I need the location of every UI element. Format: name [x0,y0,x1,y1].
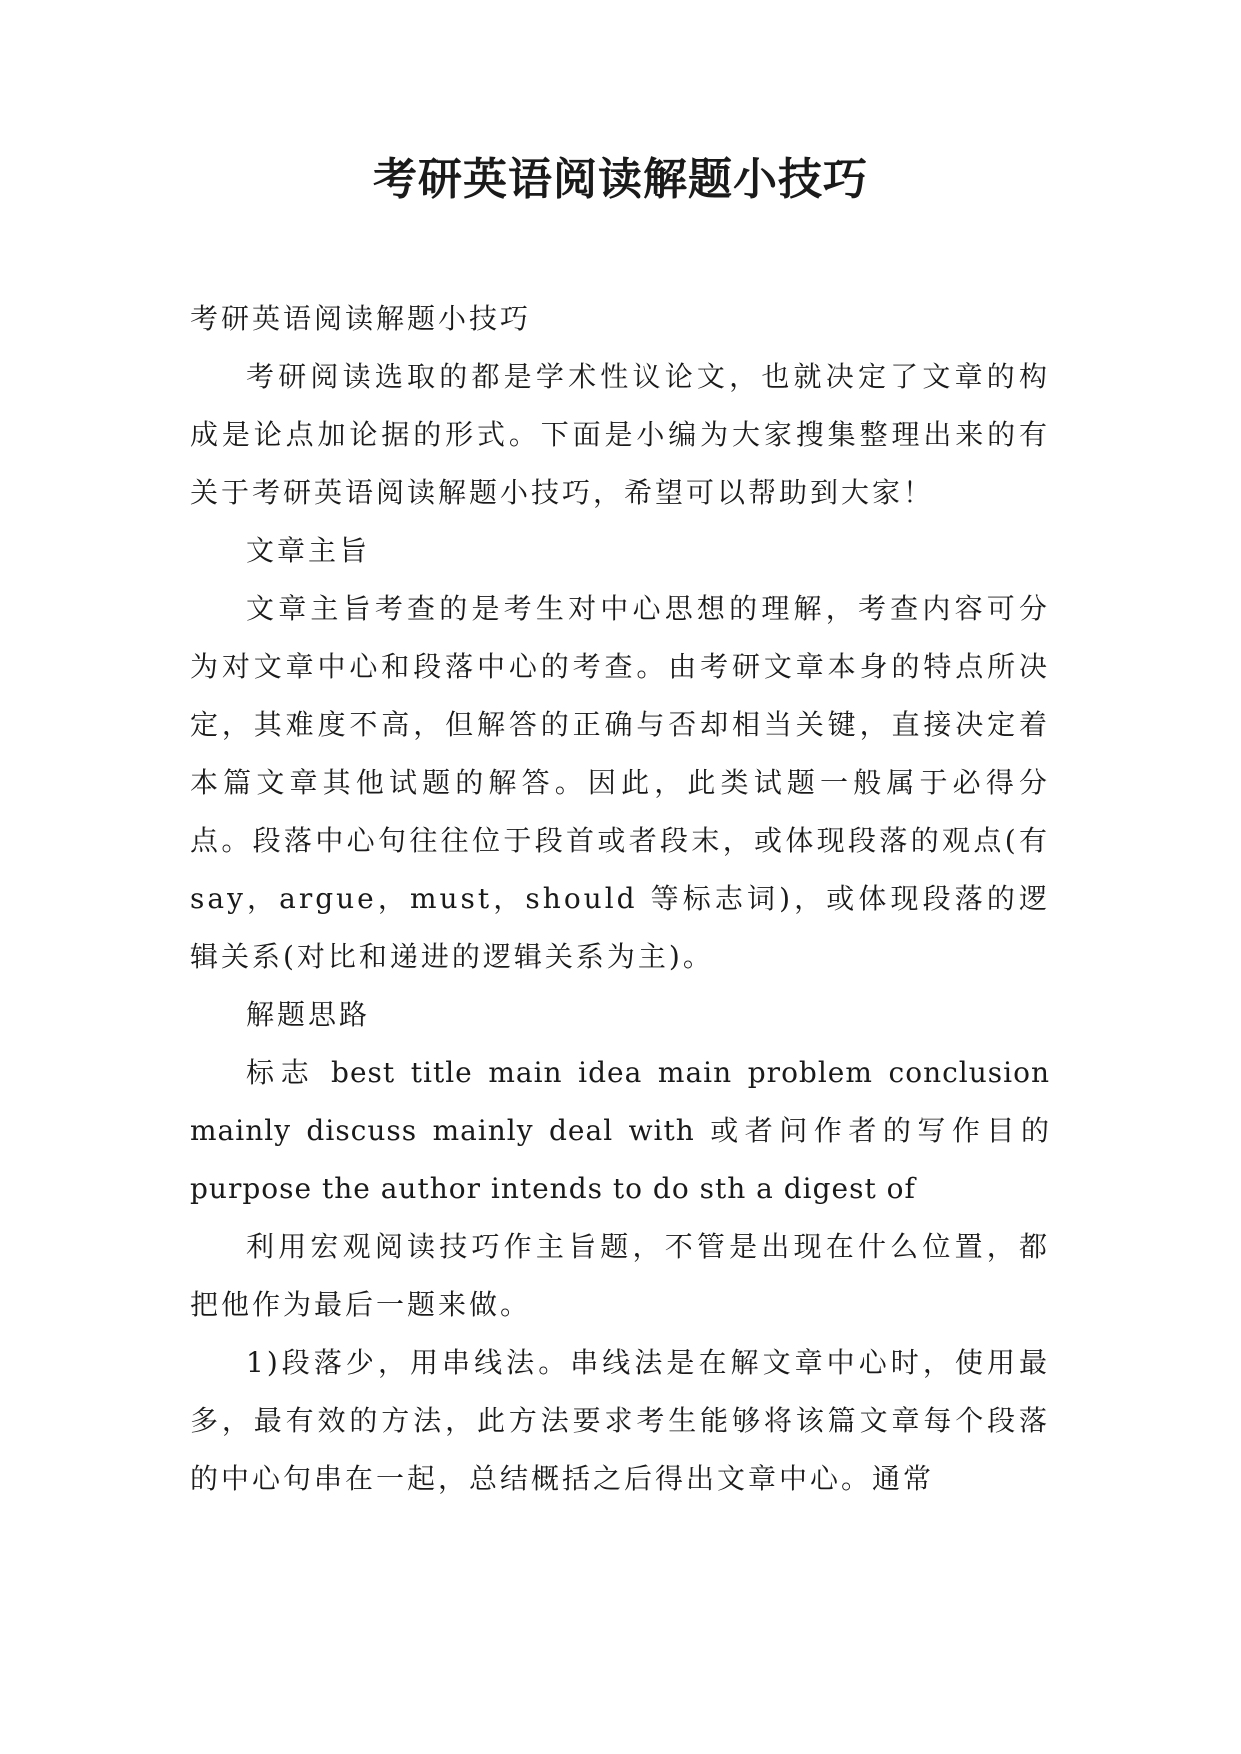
paragraph-main-idea: 文章主旨考查的是考生对中心思想的理解，考查内容可分为对文章中心和段落中心的考查。由考研文章本身的特点所决定，其难度不高，但解答的正确与否却相当关键，直接决定着本篇文章其他试题的解答。因此，此类试题一般属于必得分点。段落中心句往往位于段首或者段末，或体现段落的观点(有 say，argue，must，should 等标志词)，或体现段落的逻辑关系(对比和递进的逻辑关系为主)。 [190,592,1050,973]
paragraph-subtitle: 考研英语阅读解题小技巧 [190,302,532,335]
paragraph-intro: 考研阅读选取的都是学术性议论文，也就决定了文章的构成是论点加论据的形式。下面是小编为大家搜集整理出来的有关于考研英语阅读解题小技巧，希望可以帮助到大家！ [190,360,1050,509]
page-title: 考研英语阅读解题小技巧 [373,154,868,205]
paragraph-strategy: 利用宏观阅读技巧作主旨题，不管是出现在什么位置，都把他作为最后一题来做。 [190,1230,1050,1321]
document-body [190,290,1050,1508]
section-heading-approach: 解题思路 [246,998,371,1031]
paragraph-method-1: 1)段落少，用串线法。串线法是在解文章中心时，使用最多，最有效的方法，此方法要求考生能够将该篇文章每个段落的中心句串在一起，总结概括之后得出文章中心。通常 [190,1346,1050,1495]
paragraph-markers: 标志 best title main idea main problem conclusion mainly discuss mainly deal with 或者问作者的写作目的 purpose the author intends to do sth a digest of [190,1056,1050,1205]
section-heading-main-idea: 文章主旨 [246,534,371,567]
